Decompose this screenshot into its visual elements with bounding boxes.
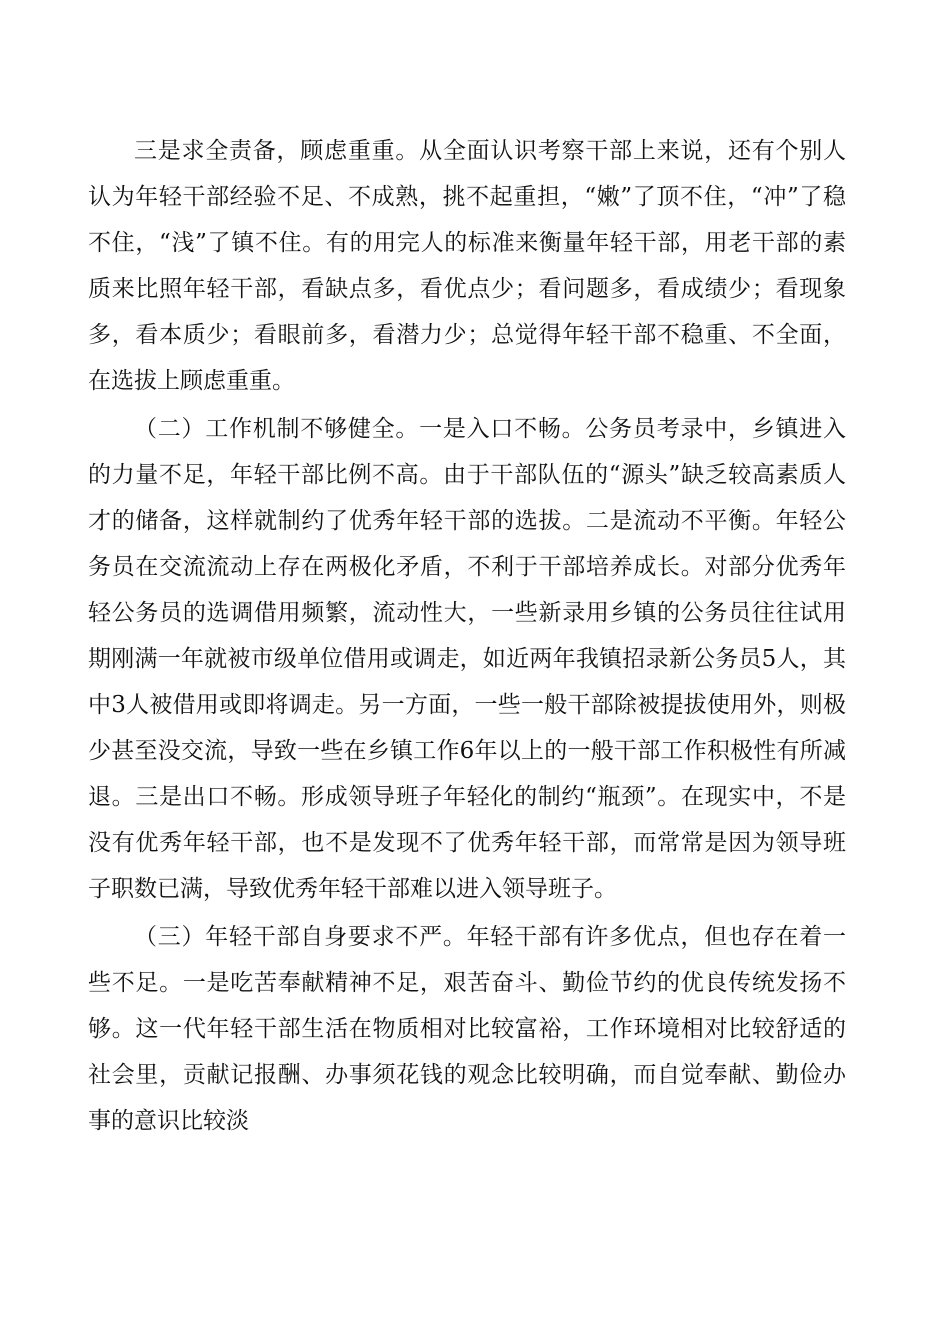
paragraph-2: （二）工作机制不够健全。一是入口不畅。公务员考录中，乡镇进入的力量不足，年轻干部比例不高。由于干部队伍的“源头”缺乏较高素质人才的储备，这样就制约了优秀年轻干部的选拔。二是流动不平衡。年轻公务员在交流流动上存在两极化矛盾，不利于干部培养成长。对部分优秀年轻公务员的选调借用频繁，流动性大，一些新录用乡镇的公务员往往试用期刚满一年就被市级单位借用或调走，如近两年我镇招录新公务员5人，其中3人被借用或即将调走。另一方面，一些一般干部除被提拔使用外，则极少甚至没交流，导致一些在乡镇工作6年以上的一般干部工作积极性有所减退。三是出口不畅。形成领导班子年轻化的制约“瓶颈”。在现实中，不是没有优秀年轻干部，也不是发现不了优秀年轻干部，而常常是因为领导班子职数已满，导致优秀年轻干部难以进入领导班子。	[88, 416, 846, 902]
document-body	[88, 128, 846, 1144]
paragraph-3: （三）年轻干部自身要求不严。年轻干部有许多优点，但也存在着一些不足。一是吃苦奉献精神不足，艰苦奋斗、勤俭节约的优良传统发扬不够。这一代年轻干部生活在物质相对比较富裕，工作环境相对比较舒适的社会里，贡献记报酬、办事须花钱的观念比较明确，而自觉奉献、勤俭办事的意识比较淡	[88, 924, 846, 1134]
paragraph-1: 三是求全责备，顾虑重重。从全面认识考察干部上来说，还有个别人认为年轻干部经验不足、不成熟，挑不起重担，“嫩”了顶不住，“冲”了稳不住，“浅”了镇不住。有的用完人的标准来衡量年轻干部，用老干部的素质来比照年轻干部，看缺点多，看优点少；看问题多，看成绩少；看现象多，看本质少；看眼前多，看潜力少；总觉得年轻干部不稳重、不全面，在选拔上顾虑重重。	[88, 138, 846, 394]
